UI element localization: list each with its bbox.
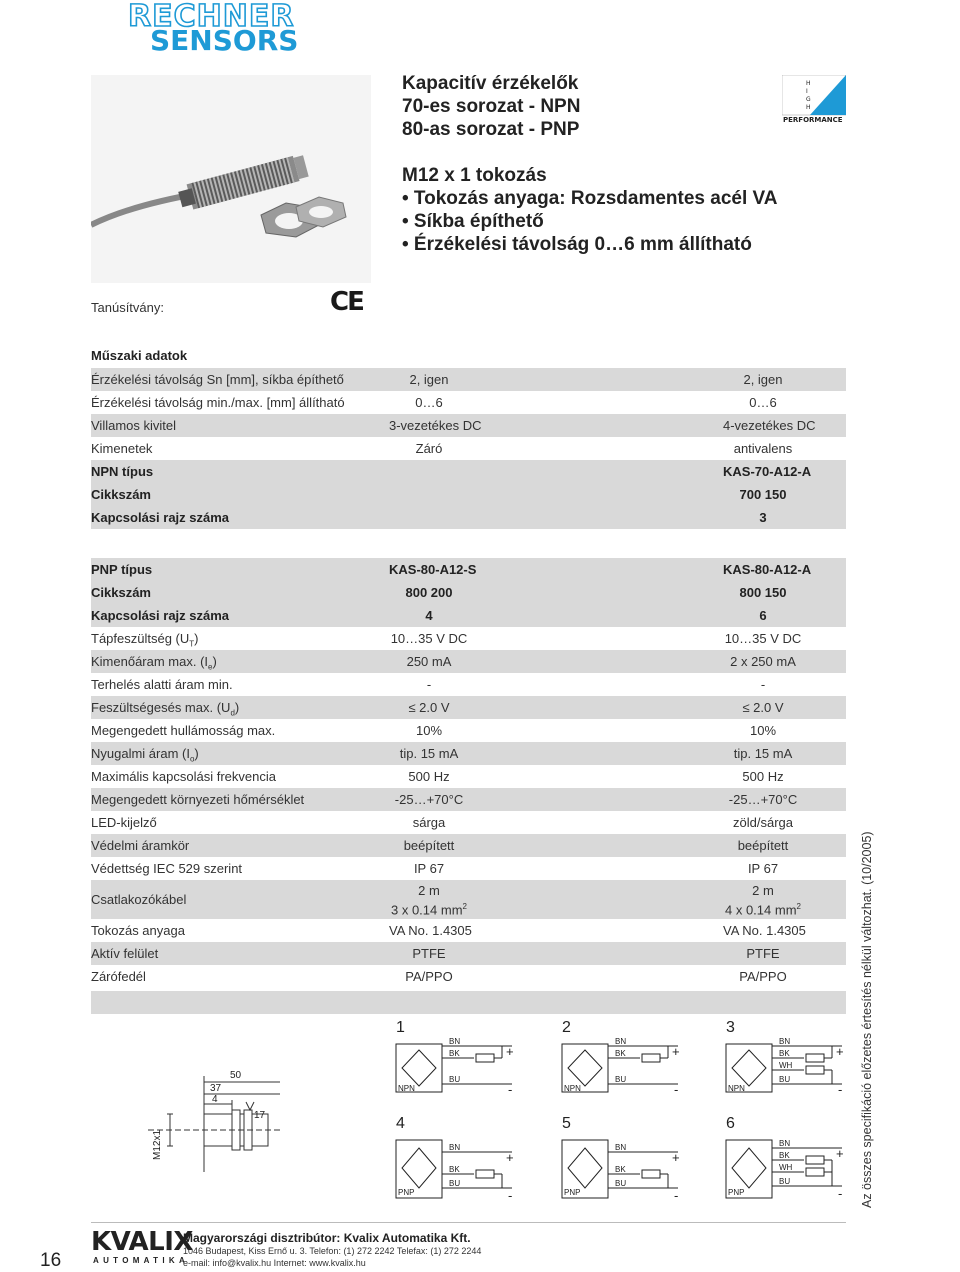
product-title [402,72,580,141]
svg-text:BK: BK [449,1049,460,1058]
svg-text:BK: BK [779,1049,790,1058]
svg-text:BU: BU [779,1075,791,1084]
svg-text:BN: BN [779,1139,791,1148]
row-label: Védelmi áramkör [91,838,190,853]
certificate-label: Tanúsítvány: [91,300,164,315]
diagram-number: 3 [726,1019,735,1036]
row-value-b: PTFE [746,946,780,961]
svg-text:BK: BK [449,1165,460,1174]
table-row [91,414,846,437]
table-row [91,942,846,965]
row-label: Megengedett hullámosság max. [91,723,276,738]
row-label: Nyugalmi áram $(I_o)$ [91,746,199,764]
high-performance-logo [782,75,846,123]
output-type: PNP [398,1188,415,1197]
table-row [91,673,846,696]
row-label: Kapcsolási rajz száma [91,510,230,525]
thread-label: M12x1 [152,1129,163,1160]
specification-change-note: Az összes specifikáció előzetes értesítés nélkül változhat. (10/2005) [860,831,874,1208]
row-value-b: 3 [759,510,767,525]
row-label: Kapcsolási rajz száma [91,608,230,623]
diagram-number: 1 [396,1019,405,1036]
row-value-a: tip. 15 mA [399,746,459,761]
row-label: Zárófedél [91,969,146,984]
diagram-number: 6 [726,1115,735,1132]
svg-text:+: + [506,1150,514,1165]
row-label: Cikkszám [91,585,151,600]
row-value-a: PTFE [412,946,446,961]
kvalix-logo: KVALIX [91,1227,193,1257]
svg-text:I: I [806,88,808,95]
diagram-number: 4 [396,1115,405,1132]
output-type: NPN [398,1084,415,1093]
tech-data-header: Műszaki adatok [91,348,188,363]
wiring-diagram-1 [392,1016,522,1101]
row-label: Érzékelési távolság Sn [mm], síkba építhető [91,372,344,387]
svg-text:BK: BK [779,1151,790,1160]
diagram-number: 2 [562,1019,571,1036]
wiring-diagram-3 [722,1016,852,1101]
svg-text:BU: BU [779,1177,791,1186]
row-value-b: KAS-80-A12-A [723,562,812,577]
row-value-a: -25…+70°C [394,792,464,807]
table-row [91,765,846,788]
row-value-a: 4 [425,608,433,623]
row-value-b: 800 150 [739,585,787,600]
row-value-a: 10% [415,723,443,738]
svg-text:BK: BK [615,1165,626,1174]
row-value-a: 2, igen [409,372,449,387]
title-line-3: 80-as sorozat - PNP [402,119,580,140]
row-label: Érzékelési távolság min./max. [mm] állítható [91,395,345,410]
feature-item: • Érzékelési távolság 0…6 mm állítható [402,234,752,255]
title-line-1: Kapacitív érzékelők [402,73,579,94]
rechner-logo-text: RECHNER [128,0,295,34]
wiring-diagram-5 [558,1112,688,1207]
svg-text:-: - [508,1188,513,1202]
row-label: Megengedett környezeti hőmérséklet [91,792,305,807]
row-value-b: VA No. 1.4305 [723,923,806,938]
row-value-a: - [426,677,432,692]
table-row [91,811,846,834]
row-value-b: tip. 15 mA [733,746,793,761]
svg-text:BN: BN [779,1037,791,1046]
wiring-diagram-4 [392,1112,522,1207]
svg-text:BN: BN [615,1037,627,1046]
svg-text:BU: BU [615,1179,627,1188]
dim-50: 50 [230,1070,242,1081]
hp-word: PERFORMANCE [783,116,843,123]
row-value-a: beépített [403,838,455,853]
row-value-a: 0…6 [415,395,443,410]
output-type: PNP [728,1188,745,1197]
table-row [91,696,846,719]
table-row [91,627,846,650]
row-value-a: ≤ 2.0 V [408,700,450,715]
table-footer-bar [91,991,846,1014]
row-label: Maximális kapcsolási frekvencia [91,769,276,784]
row-value-b: 10% [749,723,777,738]
svg-text:-: - [838,1186,843,1201]
row-value-b: 0…6 [749,395,777,410]
diagram-number: 5 [562,1115,571,1132]
row-value-b: 700 150 [739,487,787,502]
wiring-diagram-2 [558,1016,688,1101]
table-row [91,460,846,483]
row-value-a: 250 mA [406,654,452,669]
housing-size: M12 x 1 tokozás [402,165,547,186]
page-number: 16 [40,1250,62,1271]
row-value-b: antivalens [733,441,793,456]
svg-text:+: + [672,1150,680,1165]
row-label: PNP típus [91,562,153,577]
row-value-b: 4-vezetékes DC [723,418,816,433]
row-value-b: KAS-70-A12-A [723,464,812,479]
svg-text:H: H [806,104,811,111]
row-value-a: 10…35 V DC [390,631,468,646]
svg-text:-: - [674,1082,679,1096]
row-label: Cikkszám [91,487,151,502]
ce-mark: CE [330,287,363,317]
row-value-a: VA No. 1.4305 [389,923,472,938]
row-value-b: IP 67 [747,861,779,876]
dimension-drawing [140,1062,280,1207]
table-row [91,834,846,857]
wiring-diagram-6 [722,1112,852,1207]
table-row [91,650,846,673]
table-row [91,437,846,460]
row-value-a: IP 67 [413,861,445,876]
row-label: LED-kijelző [91,815,157,830]
svg-text:G: G [806,96,811,103]
table-row [91,581,846,604]
svg-text:-: - [838,1082,843,1096]
row-value-a: KAS-80-A12-S [389,562,477,577]
svg-text:+: + [836,1044,844,1059]
svg-text:-: - [674,1188,679,1202]
table-row [91,965,846,988]
table-row [91,506,846,529]
product-photo [91,75,371,283]
svg-text:BK: BK [615,1049,626,1058]
sensors-logo-text: SENSORS [150,24,299,57]
row-value-b: -25…+70°C [728,792,798,807]
row-label: Villamos kivitel [91,418,177,433]
row-value-b: 500 Hz [742,769,784,784]
table-row [91,919,846,942]
distributor-contact: e-mail: info@kvalix.hu Internet: www.kvalix.hu [183,1258,366,1268]
row-value-b: PA/PPO [739,969,787,984]
row-value-b: 2 x 250 mA [730,654,796,669]
row-value-b: ≤ 2.0 V [742,700,784,715]
output-type: PNP [564,1188,581,1197]
row-label: Tápfeszültség $(U_T)$ [91,631,199,649]
output-type: NPN [728,1084,745,1093]
svg-text:WH: WH [779,1163,793,1172]
svg-text:BU: BU [449,1075,461,1084]
row-value-b: 10…35 V DC [724,631,802,646]
svg-text:H: H [806,80,811,87]
svg-text:WH: WH [779,1061,793,1070]
table-row [91,857,846,880]
table-row [91,483,846,506]
row-value-b: 2, igen [743,372,783,387]
feature-item: • Síkba építhető [402,211,544,232]
npn-spec-table [91,368,846,529]
table-row [91,880,846,919]
table-row [91,391,846,414]
svg-text:BN: BN [449,1037,461,1046]
table-row [91,368,846,391]
row-value-b: zöld/sárga [733,815,793,830]
row-value-a: 800 200 [405,585,453,600]
dim-4: 4 [212,1094,218,1105]
distributor-address: 1046 Budapest, Kiss Ernő u. 3. Telefon: (1) 272 2242 Telefax: (1) 272 2244 [183,1246,482,1256]
row-value-a: sárga [412,815,446,830]
row-value-b: 2 m 4 x 0.14 $mm^2$ [725,883,801,918]
table-row [91,742,846,765]
row-value-a: 2 m 3 x 0.14 $mm^2$ [391,883,467,918]
table-row [91,604,846,627]
row-value-b: beépített [737,838,789,853]
svg-text:BN: BN [615,1143,627,1152]
svg-text:+: + [506,1044,514,1059]
feature-list [402,164,778,256]
output-type: NPN [564,1084,581,1093]
row-label: Kimenőáram max. $(I_e)$ [91,654,217,672]
row-label: Csatlakozókábel [91,892,187,907]
row-value-a: Záró [415,441,443,456]
svg-text:-: - [508,1082,513,1096]
dim-17: 17 [254,1110,266,1121]
row-label: Aktív felület [91,946,159,961]
footer-divider [91,1222,846,1223]
table-row [91,788,846,811]
dim-37: 37 [210,1083,222,1094]
row-value-b: 6 [759,608,767,623]
row-value-a: 500 Hz [408,769,450,784]
svg-text:+: + [672,1044,680,1059]
feature-item: • Tokozás anyaga: Rozsdamentes acél VA [402,188,778,209]
row-label: Kimenetek [91,441,153,456]
pnp-spec-table [91,558,846,988]
row-label: Tokozás anyaga [91,923,185,938]
table-row [91,719,846,742]
row-value-a: 3-vezetékes DC [389,418,482,433]
table-row [91,558,846,581]
title-line-2: 70-es sorozat - NPN [402,96,581,117]
svg-text:BN: BN [449,1143,461,1152]
row-value-b: - [760,677,766,692]
distributor-name: Magyarországi disztribútor: Kvalix Automatika Kft. [183,1231,471,1245]
svg-text:+: + [836,1146,844,1161]
svg-text:BU: BU [615,1075,627,1084]
row-label: NPN típus [91,464,154,479]
row-value-a: PA/PPO [405,969,453,984]
row-label: Feszültségesés max. $(U_d)$ [91,700,240,718]
row-label: Védettség IEC 529 szerint [91,861,243,876]
kvalix-logo-subtitle: AUTOMATIKA [93,1256,190,1265]
row-label: Terhelés alatti áram min. [91,677,233,692]
svg-text:BU: BU [449,1179,461,1188]
